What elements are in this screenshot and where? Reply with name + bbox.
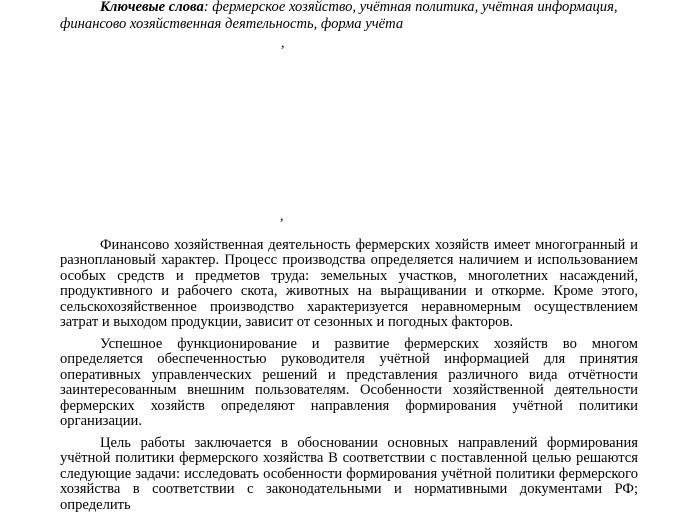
keywords-separator: : bbox=[203, 0, 209, 15]
keywords-label: Ключевые слова bbox=[100, 0, 204, 15]
keywords-text-1: фермерское хозяйство, учётная политика, учётная информация, bbox=[208, 0, 618, 15]
keywords-block bbox=[60, 0, 638, 33]
keywords-line-2: финансово хозяйственная деятельность, форма учёта bbox=[60, 16, 404, 32]
paragraph-3: Цель работы заключается в обосновании основных направлений формирования учётной политики фермерского хозяйства В соответствии с поставленной целью решаются следующие задачи: исследовать особенности формирования учётной политики фермерского хозяйства в соответствии с законодательными и нормативными документами РФ; определить bbox=[60, 435, 638, 513]
stray-comma-mark: , bbox=[281, 36, 285, 51]
keywords-line-1 bbox=[60, 0, 638, 16]
paragraph-2: Успешное функционирование и развитие фермерских хозяйств во многом определяется обеспеченностью руководителя учётной информацией для принятия оперативных управленческих решений и представления различного вида отчётности заинтересованным внешним пользователям. Особенности хозяйственной деятельности фермерских хозяйств определяют направления формирования учётной политики организации. bbox=[60, 336, 638, 430]
paragraph-1: Финансово хозяйственная деятельность фермерских хозяйств имеет многогранный и разноплановый характер. Процесс производства определяется наличием и использованием особых средств и предметов труда: земельных участков, многолетних насаждений, продуктивного и рабочего скота, животных на выращивании и откорме. Кроме этого, сельскохозяйственное производство характеризуется неравномерным осуществлением затрат и выходом продукции, зависит от сезонных и погодных факторов. bbox=[60, 237, 638, 331]
stray-comma-mark-2: , bbox=[280, 209, 284, 224]
